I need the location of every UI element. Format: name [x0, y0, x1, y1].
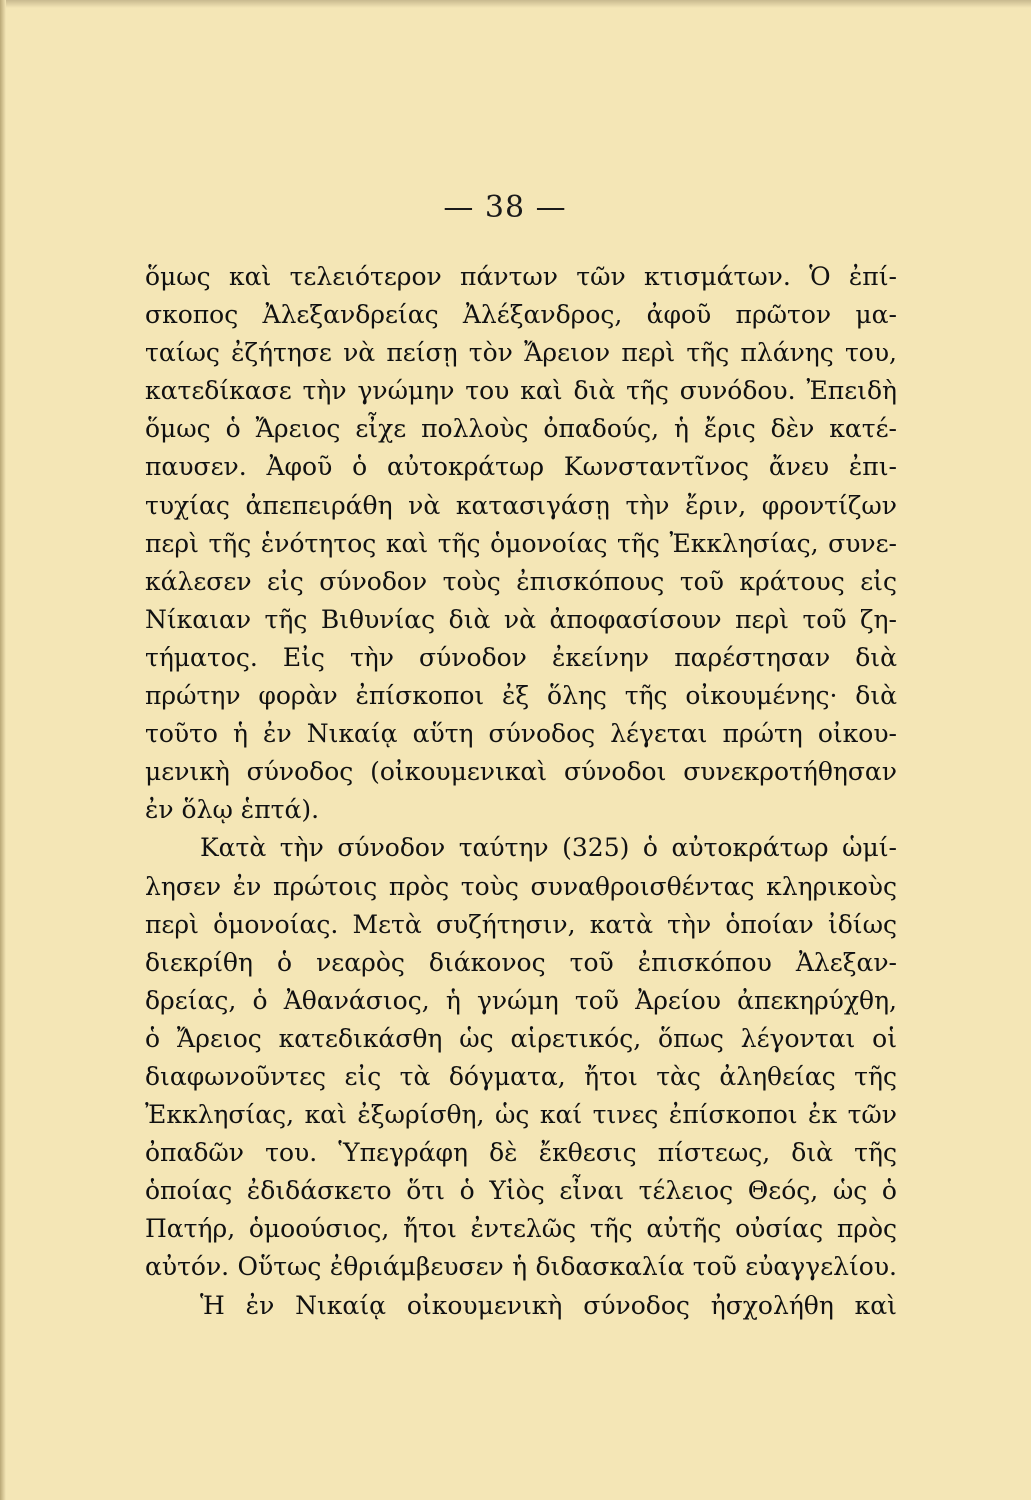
text-line: κατεδίκασε τὴν γνώμην του καὶ διὰ τῆς συνόδου. Ἐπειδὴ — [145, 376, 897, 406]
text-line: κάλεσεν εἰς σύνοδον τοὺς ἐπισκόπους τοῦ κράτους εἰς — [145, 566, 897, 596]
text-line: περὶ ὁμονοίας. Μετὰ συζήτησιν, κατὰ τὴν ὁποίαν ἰδίως — [145, 909, 897, 939]
text-line: ὀπαδῶν του. Ὑπεγράφη δὲ ἔκθεσις πίστεως, διὰ τῆς — [145, 1138, 897, 1168]
text-line: διαφωνοῦντες εἰς τὰ δόγματα, ἤτοι τὰς ἀληθείας τῆς — [145, 1061, 897, 1091]
text-line: μενικὴ σύνοδος (οἰκουμενικαὶ σύνοδοι συνεκροτήθησαν — [145, 757, 897, 787]
text-line: σκοπος Ἀλεξανδρείας Ἀλέξανδρος, ἀφοῦ πρῶτον μα- — [145, 300, 897, 330]
text-line: διεκρίθη ὁ νεαρὸς διάκονος τοῦ ἐπισκόπου Ἀλεξαν- — [145, 947, 897, 977]
page-left-edge — [0, 0, 6, 1500]
text-line: ὁποίας ἐδιδάσκετο ὅτι ὁ Υἱὸς εἶναι τέλειος Θεός, ὡς ὁ — [145, 1176, 897, 1206]
text-line: δρείας, ὁ Ἀθανάσιος, ἡ γνώμη τοῦ Ἀρείου ἀπεκηρύχθη, — [145, 985, 897, 1015]
paragraph-last-line: ἐν ὅλῳ ἑπτά). — [145, 795, 320, 825]
text-line: ὅμως καὶ τελειότερον πάντων τῶν κτισμάτων. Ὁ ἐπί- — [145, 262, 897, 291]
paragraph-first-line: Κατὰ τὴν σύνοδον ταύτην (325) ὁ αὐτοκράτωρ ὡμί- — [200, 833, 897, 863]
text-line: παυσεν. Ἀφοῦ ὁ αὐτοκράτωρ Κωνσταντῖνος ἄνευ ἐπι- — [145, 452, 897, 482]
text-line: ταίως ἐζήτησε νὰ πείσῃ τὸν Ἄρειον περὶ τῆς πλάνης του, — [145, 338, 897, 368]
body-text — [145, 258, 897, 1325]
text-line: λησεν ἐν πρώτοις πρὸς τοὺς συναθροισθέντας κληρικοὺς — [145, 871, 897, 901]
text-line: Πατήρ, ὁμοούσιος, ἤτοι ἐντελῶς τῆς αὐτῆς οὐσίας πρὸς — [145, 1214, 897, 1244]
text-line: τοῦτο ἡ ἐν Νικαίᾳ αὕτη σύνοδος λέγεται πρώτη οἰκου- — [145, 719, 897, 749]
text-line: αὐτόν. Οὕτως ἐθριάμβευσεν ἡ διδασκαλία τοῦ εὐαγγελίου. — [145, 1252, 897, 1282]
page-number: — 38 — — [443, 190, 567, 225]
text-line: τυχίας ἀπεπειράθη νὰ κατασιγάσῃ τὴν ἔριν, φροντίζων — [145, 490, 897, 520]
text-line: πρώτην φορὰν ἐπίσκοποι ἐξ ὅλης τῆς οἰκουμένης· διὰ — [145, 681, 897, 711]
text-line: τήματος. Εἰς τὴν σύνοδον ἐκείνην παρέστησαν διὰ — [145, 642, 897, 672]
text-line: Νίκαιαν τῆς Βιθυνίας διὰ νὰ ἀποφασίσουν περὶ τοῦ ζη- — [145, 604, 897, 634]
paragraph-first-line: Ἡ ἐν Νικαίᾳ οἰκουμενικὴ σύνοδος ἠσχολήθη καὶ — [200, 1290, 897, 1320]
text-line: ὁ Ἄρειος κατεδικάσθη ὡς αἱρετικός, ὅπως λέγονται οἱ — [145, 1023, 897, 1053]
text-line: ὅμως ὁ Ἄρειος εἶχε πολλοὺς ὀπαδούς, ἡ ἔρις δὲν κατέ- — [145, 414, 897, 444]
text-line: περὶ τῆς ἑνότητος καὶ τῆς ὁμονοίας τῆς Ἐκκλησίας, συνε- — [145, 528, 897, 558]
text-line: Ἐκκλησίας, καὶ ἐξωρίσθη, ὡς καί τινες ἐπίσκοποι ἐκ τῶν — [145, 1100, 897, 1130]
page-top-edge — [0, 0, 1031, 8]
